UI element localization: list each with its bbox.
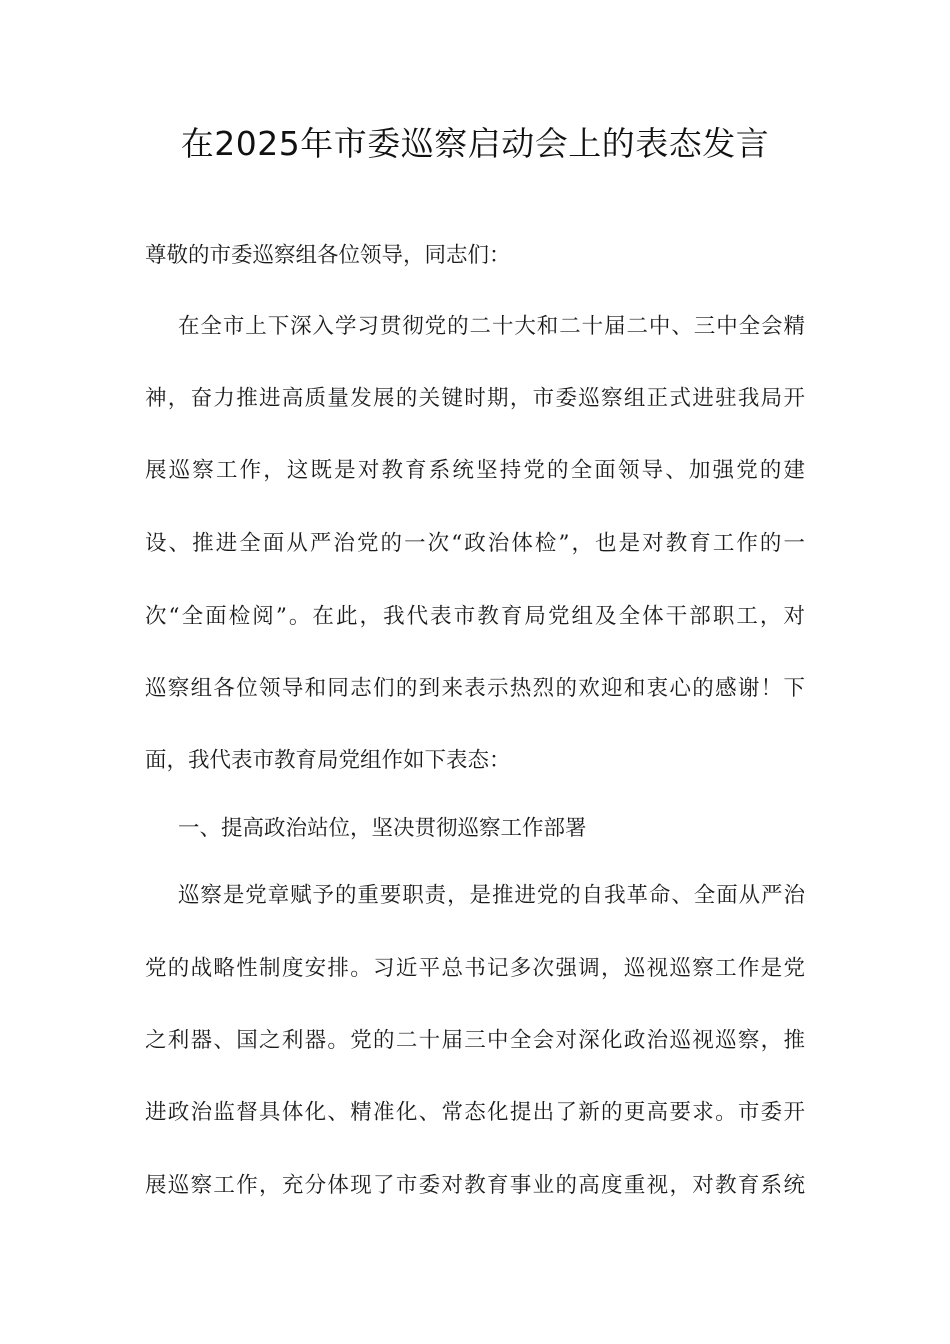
section-heading: 一、提高政治站位，坚决贯彻巡察工作部署 bbox=[178, 816, 587, 841]
paragraph-line: 神，奋力推进高质量发展的关键时期，市委巡察组正式进驻我局开 bbox=[145, 386, 805, 411]
paragraph-line: 党的战略性制度安排。习近平总书记多次强调，巡视巡察工作是党 bbox=[145, 956, 805, 981]
paragraph-line: 巡察组各位领导和同志们的到来表示热烈的欢迎和衷心的感谢！下 bbox=[145, 676, 805, 701]
paragraph-line: 次“全面检阅”。在此，我代表市教育局党组及全体干部职工，对 bbox=[145, 604, 805, 629]
paragraph-line: 之利器、国之利器。党的二十届三中全会对深化政治巡视巡察，推 bbox=[145, 1028, 805, 1053]
paragraph-line: 在全市上下深入学习贯彻党的二十大和二十届二中、三中全会精 bbox=[178, 314, 805, 339]
paragraph-line: 面，我代表市教育局党组作如下表态： bbox=[145, 748, 511, 773]
greeting-line: 尊敬的市委巡察组各位领导，同志们： bbox=[145, 243, 511, 268]
paragraph-line: 设、推进全面从严治党的一次“政治体检”，也是对教育工作的一 bbox=[145, 531, 805, 556]
paragraph-line: 展巡察工作，充分体现了市委对教育事业的高度重视，对教育系统 bbox=[145, 1173, 805, 1198]
document-title: 在2025年市委巡察启动会上的表态发言 bbox=[180, 124, 770, 163]
paragraph-line: 巡察是党章赋予的重要职责，是推进党的自我革命、全面从严治 bbox=[178, 883, 805, 908]
paragraph-line: 进政治监督具体化、精准化、常态化提出了新的更高要求。市委开 bbox=[145, 1100, 805, 1125]
paragraph-line: 展巡察工作，这既是对教育系统坚持党的全面领导、加强党的建 bbox=[145, 458, 805, 483]
